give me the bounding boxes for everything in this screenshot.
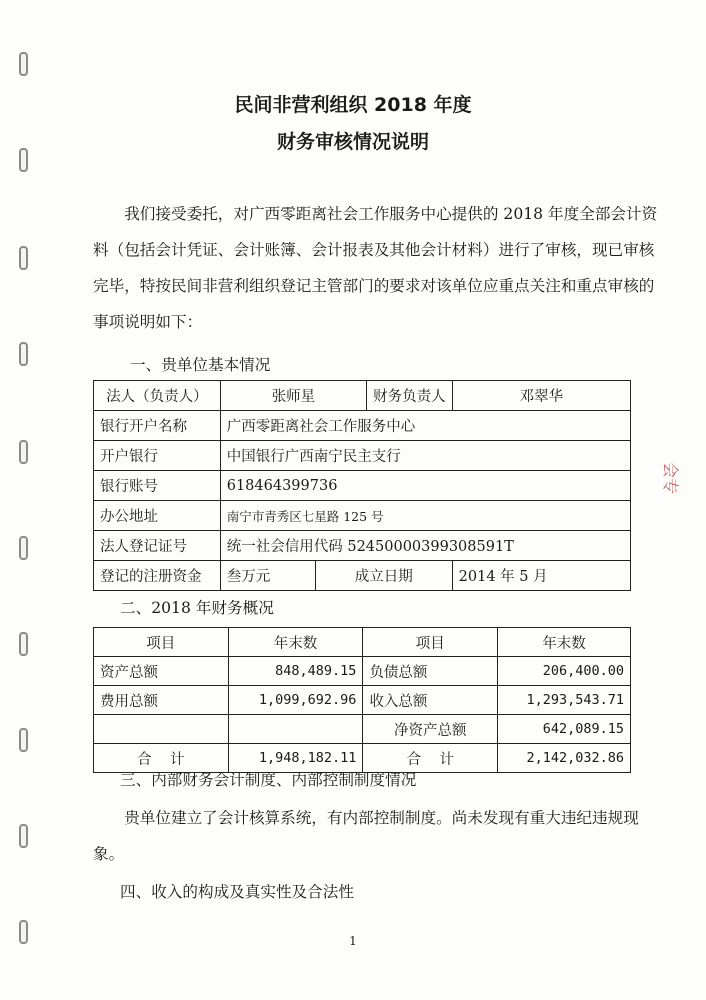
table-row xyxy=(94,561,631,591)
binder-hole xyxy=(19,632,28,656)
basic-info-table xyxy=(93,380,631,591)
address-label: 办公地址 xyxy=(94,501,221,531)
section-heading-4: 四、收入的构成及真实性及合法性 xyxy=(120,883,354,901)
row-label: 资产总额 xyxy=(94,657,229,686)
section-heading-3: 三、内部财务会计制度、内部控制制度情况 xyxy=(120,771,417,789)
binder-hole xyxy=(19,440,28,464)
founded-value: 2014 年 5 月 xyxy=(452,561,630,591)
section-heading-2: 二、2018 年财务概况 xyxy=(120,599,274,617)
binder-hole xyxy=(19,728,28,752)
row-label: 负债总额 xyxy=(363,657,498,686)
header-item: 项目 xyxy=(363,628,498,657)
table-row xyxy=(94,411,631,441)
row-value: 1,293,543.71 xyxy=(498,686,631,715)
table-row xyxy=(94,686,631,715)
capital-value: 叁万元 xyxy=(220,561,315,591)
table-row xyxy=(94,715,631,744)
page-number: 1 xyxy=(349,934,357,948)
row-value: 206,400.00 xyxy=(498,657,631,686)
header-item: 项目 xyxy=(94,628,229,657)
total-label: 合 计 xyxy=(363,744,498,773)
total-label: 合 计 xyxy=(94,744,229,773)
legal-rep-value: 张师星 xyxy=(220,381,366,411)
binder-hole xyxy=(19,536,28,560)
table-row xyxy=(94,441,631,471)
seal-stamp-fragment: 会专 xyxy=(661,462,680,495)
account-no-label: 银行账号 xyxy=(94,471,221,501)
row-label: 净资产总额 xyxy=(363,715,498,744)
header-year-end: 年末数 xyxy=(228,628,363,657)
row-label: 费用总额 xyxy=(94,686,229,715)
table-row xyxy=(94,657,631,686)
table-row xyxy=(94,628,631,657)
founded-label: 成立日期 xyxy=(315,561,452,591)
section3-paragraph: 贵单位建立了会计核算系统，有内部控制制度。尚未发现有重大违纪违规现象。 xyxy=(93,809,639,863)
account-no-value: 618464399736 xyxy=(220,471,630,501)
binder-hole xyxy=(19,246,28,270)
account-name-value: 广西零距离社会工作服务中心 xyxy=(220,411,630,441)
left-total: 1,948,182.11 xyxy=(228,744,363,773)
table-row xyxy=(94,471,631,501)
row-value: 642,089.15 xyxy=(498,715,631,744)
row-value: 848,489.15 xyxy=(228,657,363,686)
intro-paragraph: 我们接受委托，对广西零距离社会工作服务中心提供的 2018 年度全部会计资料（包括会计凭证、会计账簿、会计报表及其他会计材料）进行了审核，现已审核完毕，特按民间非营利组织登记主管部门的要求对该单位应重点关注和重点审核的事项说明如下： xyxy=(93,205,658,331)
right-total: 2,142,032.86 xyxy=(498,744,631,773)
address-value: 南宁市青秀区七星路 125 号 xyxy=(220,501,630,531)
finance-head-label: 财务负责人 xyxy=(367,381,453,411)
row-value xyxy=(228,715,363,744)
section-heading-1: 一、贵单位基本情况 xyxy=(130,356,271,374)
capital-label: 登记的注册资金 xyxy=(94,561,221,591)
row-label: 收入总额 xyxy=(363,686,498,715)
document-subtitle: 财务审核情况说明 xyxy=(276,131,429,153)
table-row xyxy=(94,501,631,531)
bank-value: 中国银行广西南宁民主支行 xyxy=(220,441,630,471)
reg-no-value: 统一社会信用代码 52450000399308591T xyxy=(220,531,630,561)
table-row xyxy=(94,381,631,411)
row-label xyxy=(94,715,229,744)
bank-label: 开户银行 xyxy=(94,441,221,471)
finance-table xyxy=(93,627,631,773)
binder-hole xyxy=(19,824,28,848)
document-title: 民间非营利组织 2018 年度 xyxy=(234,94,472,116)
binder-hole xyxy=(19,52,28,76)
legal-rep-label: 法人（负责人） xyxy=(94,381,221,411)
reg-no-label: 法人登记证号 xyxy=(94,531,221,561)
finance-head-value: 邓翠华 xyxy=(452,381,630,411)
account-name-label: 银行开户名称 xyxy=(94,411,221,441)
row-value: 1,099,692.96 xyxy=(228,686,363,715)
binder-hole xyxy=(19,342,28,366)
table-row xyxy=(94,531,631,561)
header-year-end: 年末数 xyxy=(498,628,631,657)
